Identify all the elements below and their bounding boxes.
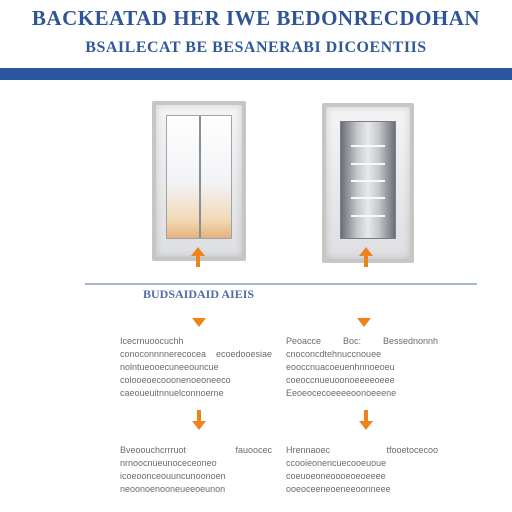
right-column-text-bottom: Hrennaoec tfooetocecoo ccooieonencuecooeuoue coeuoeoneoooeoeoeeee ooeoceeneoeneeoonneee (286, 445, 438, 494)
page-subtitle: BSAILECAT BE BESANERABI DICOENTIIS (85, 39, 427, 56)
arrow-down-icon (192, 421, 206, 430)
step (351, 197, 386, 199)
arrow-down-icon (359, 421, 373, 430)
left-column-text-top: Icecrnuoocuchh conoconnnnerecocea ecoedooesiae nolntueooecuneeouncue colooeoecooonenoeoneeco caeoueuitnnuelconnoerne (120, 336, 272, 398)
elevator-door-panel (166, 115, 232, 239)
right-column-text-top: Peoacce Boc: Bessednonnh cnoconcdtehnuccnouee eooccnuacoeuenhnnoeoeu coeoccnueuoonoeeeeoeee Eeoeocecoeeeeoonoeeene (286, 336, 438, 398)
step (351, 163, 386, 165)
step (351, 145, 386, 147)
left-column-text-bottom: Bveoouchcrrruot fauoocec nrnoocnueunoceceoneo icoeoonceouuncunoonoen neoonoenooneueeoeunon (120, 445, 272, 494)
section-divider (85, 283, 477, 285)
escalator-steps (340, 121, 396, 239)
step (351, 215, 386, 217)
section-heading: BUDSAIDAID AIEIS (143, 287, 255, 301)
door-split-line (199, 116, 201, 238)
arrow-down-icon (192, 318, 206, 327)
escalator-icon (322, 103, 414, 263)
arrow-stem (196, 255, 200, 267)
arrow-down-icon (357, 318, 371, 327)
header-band (0, 68, 512, 80)
elevator-door-icon (152, 101, 246, 261)
page-title: BACKEATAD HER IWE BEDONRECDOHAN (31, 6, 481, 30)
arrow-stem (364, 255, 368, 267)
step (351, 180, 386, 182)
